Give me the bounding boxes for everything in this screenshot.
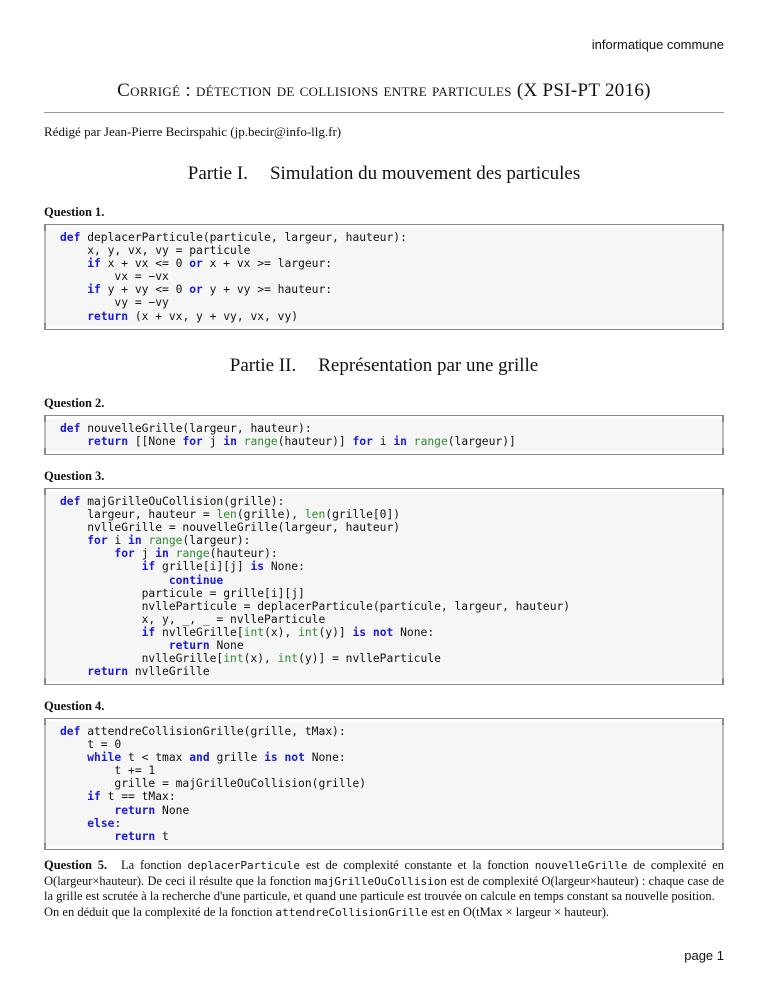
q5-code-4: attendreCollisionGrille — [275, 905, 428, 919]
q5-text-2: est de complexité constante et la fonction — [305, 858, 529, 872]
code-block-q3: def majGrilleOuCollision(grille): largeur, hauteur = len(grille), len(grille[0]) nvlleGrille = nouvelleGrille(largeur, hauteur) for i in range(largeur): for j in range(hauteur): if grille[i][j] is None: continue particule = grille[i][j] nvlleParticule = deplacerParticule(particule, largeur, hauteur) x, y, _, _ = nvlleParticule if nvlleGrille[int(x), int(y)] is not None: return None nvlleGrille[int(x), int(y)] = nvlleParticule return nvlleGrille — [44, 492, 724, 681]
question-4-label: Question 4. — [44, 699, 105, 713]
q5-text-3: de complexité en O(largeur×hauteur). De ceci il résulte que la fonction — [44, 858, 725, 888]
q5-code-2: nouvelleGrille — [534, 859, 628, 872]
code-block-q4: def attendreCollisionGrille(grille, tMax): t = 0 while t < tmax and grille is not None: t += 1 grille = majGrilleOuCollision(grille) if t == tMax: return None else: return t — [44, 722, 724, 846]
part-1-title: Simulation du mouvement des particules — [269, 163, 581, 184]
q5-text-5: On en déduit que la complexité de la fonction — [44, 904, 273, 919]
course-header: informatique commune — [591, 37, 724, 52]
q5-code-3: majGrilleOuCollision — [314, 874, 447, 888]
part-2-heading — [0, 355, 768, 377]
page-number: page 1 — [684, 948, 724, 963]
question-5-label: Question 5. — [44, 858, 108, 872]
part-2-number: Partie II. — [229, 355, 297, 376]
part-2-title: Représentation par une grille — [318, 355, 539, 376]
q5-text-1: La fonction — [120, 858, 182, 872]
code-block-q2: def nouvelleGrille(largeur, hauteur): return [[None for j in range(hauteur)] for i in range(largeur)] — [44, 419, 724, 451]
document-title — [0, 80, 768, 102]
part-1-heading — [0, 163, 768, 185]
author-line: Rédigé par Jean-Pierre Becirspahic (jp.becir@info-llg.fr) — [44, 124, 342, 139]
q5-text-6: est en O(tMax × largeur × hauteur). — [430, 904, 610, 919]
question-2-label: Question 2. — [44, 396, 105, 410]
question-5-paragraph — [44, 858, 724, 920]
title-rule — [44, 112, 724, 113]
question-1-label: Question 1. — [44, 205, 105, 219]
title-suffix: (X PSI-PT 2016) — [516, 80, 651, 101]
q5-text-4: est de complexité O(largeur×hauteur) : chaque case de la grille est scrutée à la recherche d'une particule, et quand une particule est trouvée on calcule en temps constant sa nouvelle position. — [44, 873, 724, 904]
part-1-number: Partie I. — [187, 163, 248, 184]
code-block-q1: def deplacerParticule(particule, largeur, hauteur): x, y, vx, vy = particule if x + vx <= 0 or x + vx >= largeur: vx = −vx if y + vy <= 0 or y + vy >= hauteur: vy = −vy return (x + vx, y + vy, vx, vy) — [44, 228, 724, 326]
title-main: Corrigé : détection de collisions entre particules — [117, 80, 512, 101]
q5-code-1: deplacerParticule — [187, 859, 301, 872]
question-3-label: Question 3. — [44, 469, 105, 483]
